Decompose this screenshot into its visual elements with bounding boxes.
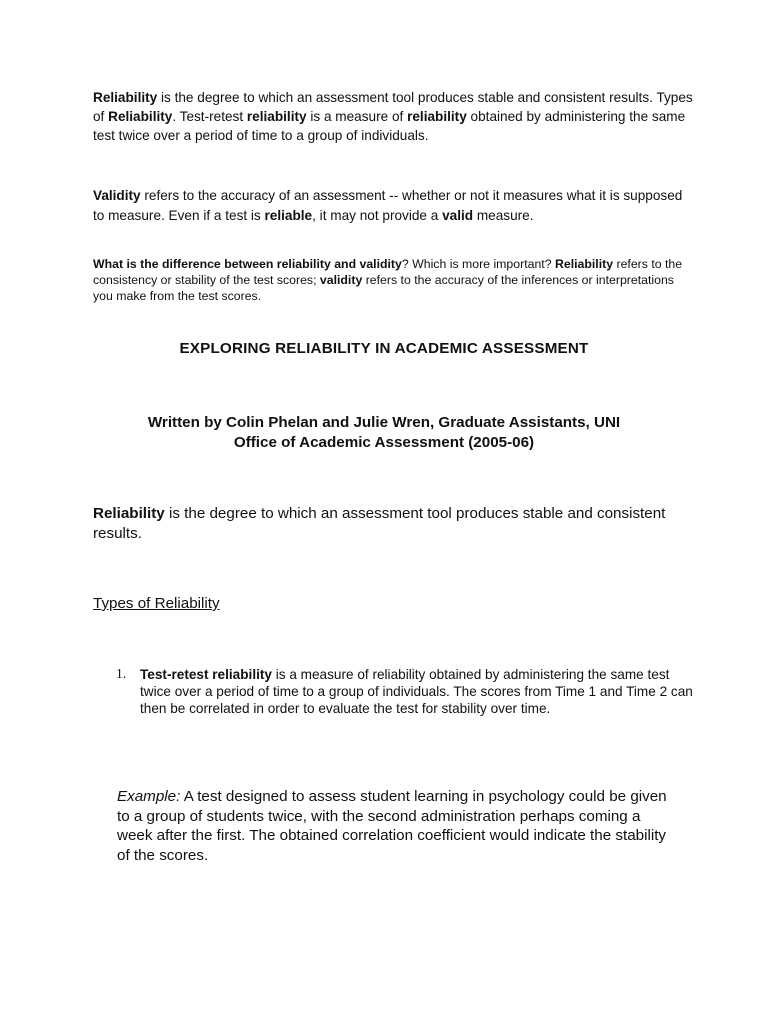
article-title: EXPLORING RELIABILITY IN ACADEMIC ASSESSMENT [179, 340, 589, 357]
intro-validity-paragraph: Validity refers to the accuracy of an assessment -- whether or not it measures what it is supposed to measure. Even if a test is reliable, it may not provide a valid measure. [93, 188, 683, 223]
reliability-definition: Reliability is the degree to which an assessment tool produces stable and consistent results. [93, 505, 666, 542]
authors-line-2: Office of Academic Assessment (2005-06) [233, 434, 535, 451]
list-item: Test-retest reliability is a measure of reliability obtained by administering the same test twice over a period of time to a group of individuals. The scores from Time 1 and Time 2 can then be correlated in order to evaluate the test for stability over time. [140, 667, 693, 717]
definition-term: Reliability [93, 505, 165, 522]
intro-reliability-paragraph: Reliability is the degree to which an assessment tool produces stable and consistent results. Types of Reliability. Test-retest reliability is a measure of reliability obtained by administering the same test twice over a period of time to a group of individuals. [93, 90, 693, 143]
list-item-term: Test-retest reliability [140, 667, 272, 682]
difference-question: What is the difference between reliability and validity [93, 257, 402, 271]
example-paragraph: Example: A test designed to assess student learning in psychology could be given to a group of students twice, with the second administration perhaps coming a week after the first. The obtained correlation coefficient would indicate the stability of the scores. [117, 788, 667, 864]
intro-difference-paragraph: What is the difference between reliability and validity? Which is more important? Reliability refers to the consistency or stability of the test scores; validity refers to the accuracy of the inferences or interpretations you make from the test scores. [93, 257, 683, 303]
term-validity: Validity [93, 188, 141, 203]
types-of-reliability-heading: Types of Reliability [93, 595, 220, 612]
article-authors [0, 413, 768, 453]
example-label: Example: [117, 788, 181, 805]
term-reliability: Reliability [93, 90, 158, 105]
list-item-number: 1. [116, 666, 127, 681]
authors-line-1: Written by Colin Phelan and Julie Wren, Graduate Assistants, UNI [147, 414, 621, 431]
